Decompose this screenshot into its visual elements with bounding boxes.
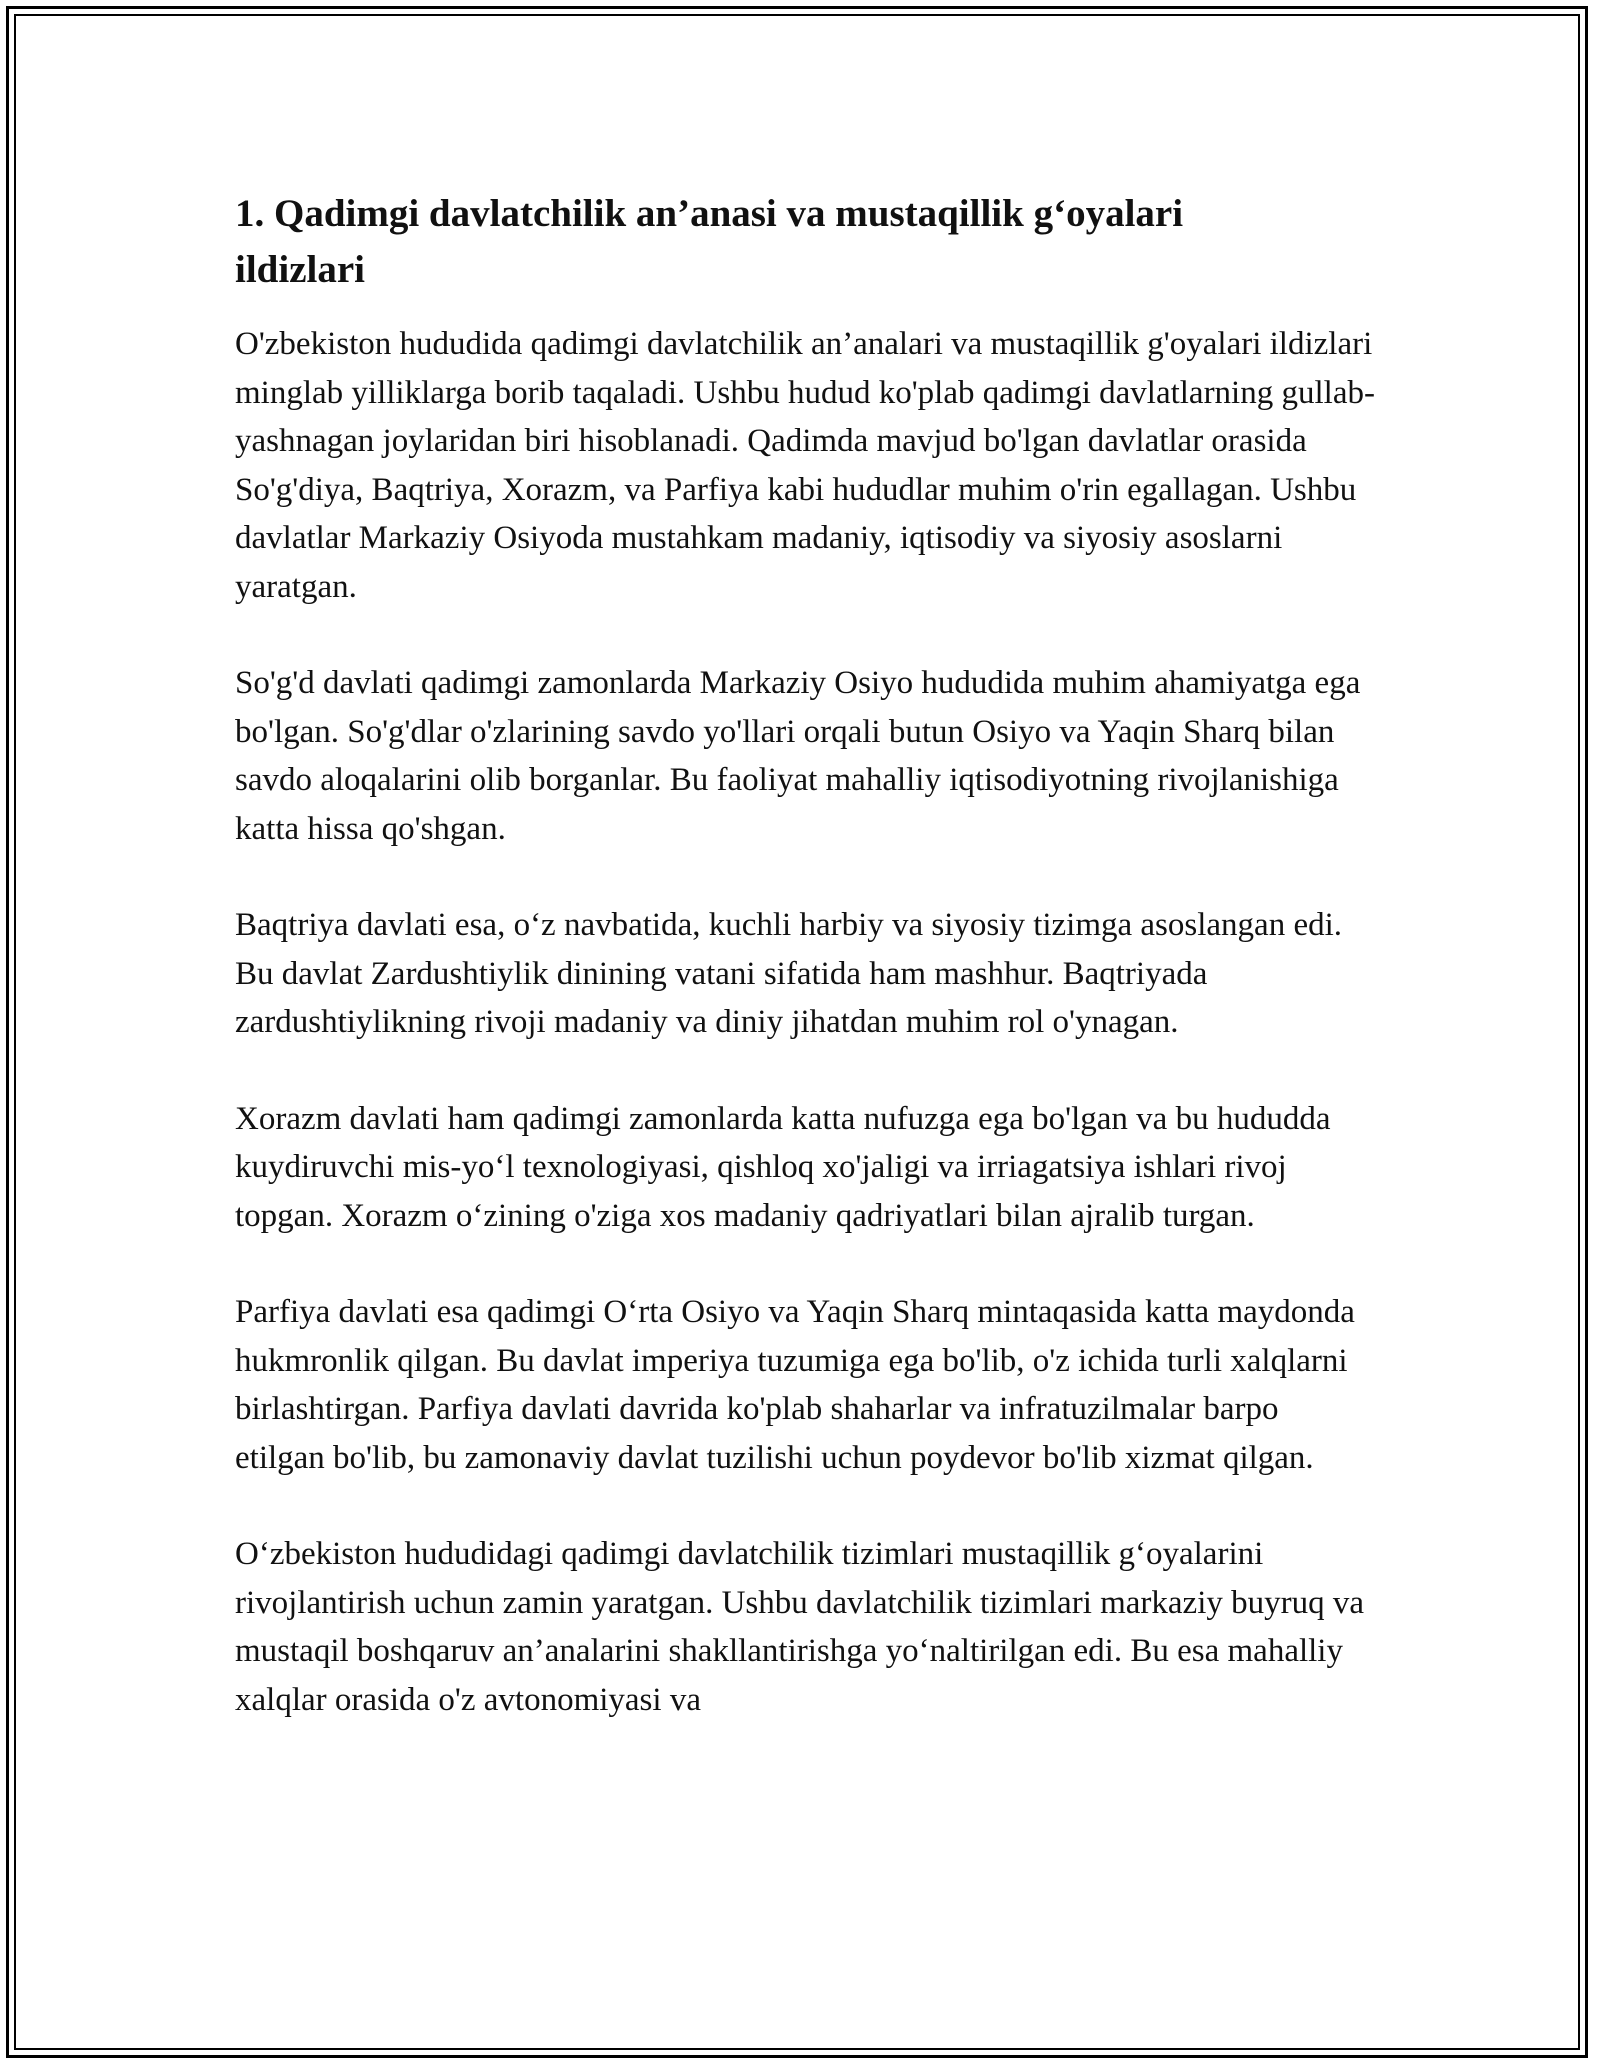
document-body — [235, 186, 1375, 1724]
paragraph-sogd: So'g'd davlati qadimgi zamonlarda Markaziy Osiyo hududida muhim ahamiyatga ega bo'lgan. So'g'dlar o'zlarining savdo yo'llari orqali butun Osiyo va Yaqin Sharq bilan savdo aloqalarini olib borganlar. Bu faoliyat mahalliy iqtisodiyotning rivojlanishiga katta hissa qo'shgan. — [235, 665, 1361, 847]
paragraph-xorazm: Xorazm davlati ham qadimgi zamonlarda katta nufuzga ega bo'lgan va bu hududda kuydiruvchi mis-yo‘l texnologiyasi, qishloq xo'jaligi va irriagatsiya ishlari rivoj topgan. Xorazm o‘zining o'ziga xos madaniy qadriyatlari bilan ajralib turgan. — [235, 1100, 1331, 1234]
paragraph-baqtriya: Baqtriya davlati esa, o‘z navbatida, kuchli harbiy va siyosiy tizimga asoslangan edi. Bu davlat Zardushtiylik dinining vatani sifatida ham mashhur. Baqtriyada zardushtiylikning rivoji madaniy va diniy jihatdan muhim rol o'ynagan. — [235, 907, 1343, 1040]
paragraph-conclusion: O‘zbekiston hududidagi qadimgi davlatchilik tizimlari mustaqillik g‘oyalarini rivojlantirish uchun zamin yaratgan. Ushbu davlatchilik tizimlari markaziy buyruq va mustaqil boshqaruv an’analarini shakllantirishga yo‘naltirilgan edi. Bu esa mahalliy xalqlar orasida o'z avtonomiyasi va — [235, 1536, 1365, 1718]
section-heading: 1. Qadimgi davlatchilik an’anasi va mustaqillik g‘oyalari ildizlari — [235, 192, 1184, 291]
paragraph-intro: O'zbekiston hududida qadimgi davlatchilik an’analari va mustaqillik g'oyalari ildizlari minglab yilliklarga borib taqaladi. Ushbu hudud ko'plab qadimgi davlatlarning gullab-yashnagan joylaridan biri hisoblanadi. Qadimda mavjud bo'lgan davlatlar orasida So'g'diya, Baqtriya, Xorazm, va Parfiya kabi hududlar muhim o'rin egallagan. Ushbu davlatlar Markaziy Osiyoda mustahkam madaniy, iqtisodiy va siyosiy asoslarni yaratgan. — [235, 326, 1375, 605]
paragraph-parfiya: Parfiya davlati esa qadimgi O‘rta Osiyo va Yaqin Sharq mintaqasida katta maydonda hukmronlik qilgan. Bu davlat imperiya tuzumiga ega bo'lib, o'z ichida turli xalqlarni birlashtirgan. Parfiya davlati davrida ko'plab shaharlar va infratuzilmalar barpo etilgan bo'lib, bu zamonaviy davlat tuzilishi uchun poydevor bo'lib xizmat qilgan. — [235, 1294, 1355, 1476]
